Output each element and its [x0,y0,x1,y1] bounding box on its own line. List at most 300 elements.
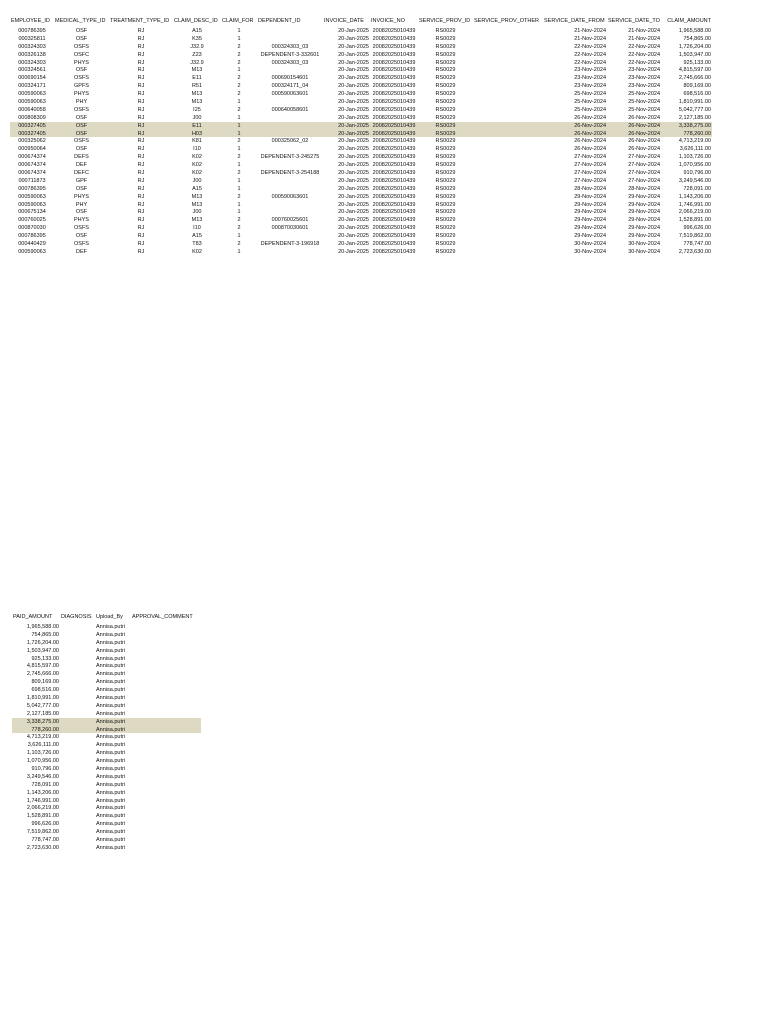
table-cell: RS0029 [435,83,456,90]
table-cell: RS0029 [435,27,456,34]
table-cell: 1,810,991.00 [26,694,59,701]
table-cell: 000786395 [18,185,46,192]
table-cell: 3,338,275.00 [12,718,60,726]
table-cell: 20082025010439 [372,91,416,98]
table-cell [257,161,323,169]
table-cell: DEFS [74,154,89,161]
table-cell: RS0029 [418,122,473,130]
column-header: SERVICE_DATE_TO [608,17,660,24]
table-cell: DEPENDENT-3-196918 [260,240,320,247]
table-cell: RS0029 [435,225,456,232]
table-cell [473,137,543,145]
table-cell [131,781,201,789]
table-cell [60,623,95,631]
table-cell: PHYS [74,91,89,98]
table-cell [131,631,201,639]
table-cell [60,789,95,797]
claims-header-row [10,14,712,27]
table-cell [131,741,201,749]
table-cell: 2 [237,51,241,58]
table-cell [131,678,201,686]
table-cell: 27-Nov-2024 [628,169,660,176]
table-cell: 2 [237,217,241,224]
table-cell: 20-Jan-2025 [338,217,369,224]
table-cell [257,27,323,35]
table-row [10,130,712,138]
table-cell [131,694,201,702]
table-cell: OSFS [74,240,89,247]
table-cell: 000950064 [18,146,46,153]
table-cell: 23-Nov-2024 [574,83,606,90]
table-cell: RS0029 [418,130,473,138]
table-row [10,153,712,161]
table-cell: RJ [137,185,145,192]
table-cell: DEPENDENT-3-332601 [260,51,320,58]
table-cell [60,647,95,655]
table-cell: 2 [237,83,241,90]
table-cell: RS0029 [435,193,456,200]
table-cell: DEFC [74,169,89,176]
table-cell [60,828,95,836]
table-cell: RJ [137,146,145,153]
table-cell: 25-Nov-2024 [574,98,606,105]
table-cell: RJ [137,154,145,161]
table-cell [473,74,543,82]
table-cell: I25 [193,106,201,113]
table-cell [473,208,543,216]
table-cell: RS0029 [435,185,456,192]
table-cell: DEF [76,248,87,255]
table-cell: RJ [137,162,145,169]
table-cell: 27-Nov-2024 [628,162,660,169]
table-cell: 20082025010439 [372,217,416,224]
table-cell: 1,965,588.00 [678,27,711,34]
table-cell: RJ [137,35,145,42]
table-row [12,694,201,702]
table-cell: RS0029 [435,162,456,169]
table-cell: OSF [75,35,88,42]
table-cell: Annisa.putri [96,671,126,678]
table-cell: 1 [237,248,241,255]
table-cell: RJ [137,59,145,66]
table-cell [473,59,543,67]
claims-table [10,14,712,256]
payment-table-body [12,623,201,852]
table-cell: 000711873 [18,177,46,184]
table-cell: Annisa.putri [96,781,126,788]
table-cell: 20082025010439 [372,51,416,58]
table-cell: Annisa.putri [96,750,126,757]
table-cell [60,686,95,694]
table-cell: RJ [137,177,145,184]
table-cell: T83 [192,240,202,247]
table-cell: 20-Jan-2025 [338,193,369,200]
table-cell: 3,626,111.00 [679,146,711,153]
table-cell: 20082025010439 [372,201,416,208]
table-cell [473,66,543,74]
table-cell [131,844,201,852]
table-cell: 1,746,991.00 [678,201,711,208]
table-cell: 000675134 [18,209,46,216]
table-row [12,670,201,678]
table-cell: RS0029 [435,201,456,208]
table-row [10,90,712,98]
table-cell: RS0029 [435,138,456,145]
table-cell: 778,260.00 [661,130,712,138]
table-cell [60,670,95,678]
table-cell: 20082025010439 [372,177,416,184]
table-cell: Annisa.putri [96,647,126,654]
table-cell: Annisa.putri [96,789,126,796]
table-cell [473,27,543,35]
table-cell: 000324561 [18,67,46,74]
table-cell: 23-Nov-2024 [628,75,660,82]
table-cell: Annisa.putri [96,836,126,843]
table-cell: K02 [192,162,202,169]
table-row [10,185,712,193]
table-cell: 26-Nov-2024 [628,146,660,153]
table-row [12,741,201,749]
table-cell [473,145,543,153]
table-cell: 22-Nov-2024 [628,51,660,58]
table-cell [131,765,201,773]
table-cell: 25-Nov-2024 [628,106,660,113]
table-cell [131,718,201,726]
table-cell: 20082025010439 [372,146,416,153]
table-row [12,733,201,741]
table-cell: 29-Nov-2024 [628,209,660,216]
table-row [12,639,201,647]
table-cell: 4,713,219.00 [26,734,59,741]
table-cell: 1,965,588.00 [26,623,59,630]
table-cell: M13 [191,91,203,98]
table-cell [60,655,95,663]
table-cell: Annisa.putri [96,655,126,662]
table-cell: 20-Jan-2025 [338,91,369,98]
column-header: INVOICE_NO [371,17,405,24]
table-cell: 26-Nov-2024 [628,138,660,145]
table-cell [473,201,543,209]
table-cell: OSF [75,27,88,34]
table-cell: 000325062_02 [271,138,309,145]
table-cell: 20-Jan-2025 [338,248,369,255]
table-row [12,804,201,812]
table-cell: E11 [192,75,202,82]
table-cell: 20-Jan-2025 [338,225,369,232]
table-cell: 20082025010439 [372,138,416,145]
table-cell: 000324303_03 [271,43,309,50]
table-cell: 000590063601 [271,91,309,98]
column-header: EMPLOYEE_ID [11,17,50,24]
table-cell: 23-Nov-2024 [574,75,606,82]
table-cell: 1,143,206.00 [26,789,59,796]
table-cell [257,201,323,209]
table-cell [131,686,201,694]
table-cell: 1 [237,201,241,208]
table-cell: GPFS [74,83,89,90]
table-cell: RS0029 [435,209,456,216]
table-cell: 728,091.00 [683,185,711,192]
table-cell [60,639,95,647]
table-cell: 925,133.00 [683,59,711,66]
table-cell: 000326138 [18,51,46,58]
column-header: DIAGNOSIS [61,613,92,620]
table-cell: 30-Nov-2024 [628,240,660,247]
table-cell: OSF [75,233,88,240]
table-row [12,836,201,844]
table-cell: RJ [109,130,173,138]
table-row [10,177,712,185]
table-cell: 20-Jan-2025 [338,67,369,74]
table-cell: 20-Jan-2025 [338,154,369,161]
table-cell [473,130,543,138]
table-row [10,122,712,130]
table-cell [60,757,95,765]
table-row [10,66,712,74]
table-cell: 754,865.00 [683,35,711,42]
table-cell: 2,745,666.00 [26,671,59,678]
table-cell: 2,723,630.00 [678,248,711,255]
table-row [12,812,201,820]
table-cell: 20082025010439 [372,67,416,74]
table-cell [473,82,543,90]
table-cell: 20-Jan-2025 [338,114,369,121]
table-cell: 26-Nov-2024 [607,130,661,138]
table-cell: R51 [191,83,203,90]
table-row [10,224,712,232]
table-cell: RS0029 [435,59,456,66]
table-cell: PHY [75,201,88,208]
table-cell: 29-Nov-2024 [574,193,606,200]
table-cell: 809,169.00 [31,679,59,686]
table-cell: 2,066,219.00 [678,209,711,216]
table-row [10,169,712,177]
column-header: CLAIM_AMOUNT [667,17,711,24]
table-cell: A15 [192,233,202,240]
table-cell: RS0029 [435,114,456,121]
table-cell [60,844,95,852]
table-row [12,757,201,765]
table-cell: 5,042,777.00 [678,106,711,113]
table-cell [473,98,543,106]
table-cell: 2 [237,106,241,113]
table-cell [257,122,323,130]
table-cell [60,812,95,820]
table-cell: RJ [109,122,173,130]
column-header: MEDICAL_TYPE_ID [55,17,106,24]
table-cell: 000324171_04 [271,83,309,90]
table-row [12,710,201,718]
table-cell [257,145,323,153]
table-cell [473,114,543,122]
table-cell: RJ [137,114,145,121]
table-cell: 1,503,947.00 [26,647,59,654]
table-cell [60,662,95,670]
table-cell [257,208,323,216]
table-row [10,161,712,169]
table-cell: 7,519,862.00 [26,829,59,836]
table-cell [473,161,543,169]
table-cell: 2 [237,154,241,161]
table-cell: 22-Nov-2024 [574,59,606,66]
table-cell: 1,103,726.00 [678,154,711,161]
table-cell: OSFS [74,75,89,82]
table-cell: 20082025010439 [372,162,416,169]
table-cell: 000324303_03 [271,59,309,66]
table-cell: 1,103,726.00 [26,750,59,757]
table-cell [60,804,95,812]
table-cell: 20082025010439 [370,130,418,138]
table-cell: Annisa.putri [96,734,126,741]
table-cell: J00 [192,209,202,216]
table-cell: 21-Nov-2024 [628,27,660,34]
table-cell: RS0029 [435,98,456,105]
table-cell: 26-Nov-2024 [543,130,607,138]
table-cell: 20082025010439 [372,240,416,247]
table-cell: 27-Nov-2024 [574,154,606,161]
table-cell: 778,747.00 [683,240,711,247]
table-cell: J00 [192,114,202,121]
table-cell [131,702,201,710]
table-cell: 000674374 [18,162,46,169]
table-row [12,765,201,773]
table-row [12,749,201,757]
table-cell: OSFS [74,225,89,232]
table-cell: 20-Jan-2025 [338,185,369,192]
table-cell: Annisa.putri [96,631,126,638]
table-row [10,98,712,106]
table-cell: 5,042,777.00 [26,702,59,709]
table-cell [60,694,95,702]
column-header: INVOICE_DATE [324,17,364,24]
table-cell [131,789,201,797]
table-cell: DEPENDENT-3-245275 [260,154,320,161]
table-cell [473,193,543,201]
payment-table [12,610,201,852]
table-cell: 1 [237,67,241,74]
table-cell: RJ [137,43,145,50]
table-cell: RJ [137,248,145,255]
table-cell: Annisa.putri [96,687,126,694]
table-cell: 1,726,204.00 [678,43,711,50]
column-header: SERVICE_PROV_OTHER [474,17,540,24]
table-cell: 20082025010439 [372,248,416,255]
table-cell: 1,810,991.00 [678,98,711,105]
table-cell: 20082025010439 [372,98,416,105]
table-cell: 000808309 [18,114,46,121]
table-cell: DEPENDENT-3-254188 [260,169,320,176]
table-cell [60,631,95,639]
table-cell: 000325062 [18,138,46,145]
table-cell: Annisa.putri [96,710,126,717]
table-row [10,232,712,240]
table-cell: 29-Nov-2024 [628,193,660,200]
table-cell: 20-Jan-2025 [338,106,369,113]
table-cell: 20082025010439 [372,225,416,232]
table-cell: 996,626.00 [683,225,711,232]
table-cell [473,90,543,98]
table-cell: 3,249,546.00 [26,773,59,780]
table-cell [131,670,201,678]
table-cell: 20-Jan-2025 [338,169,369,176]
table-cell: 20-Jan-2025 [338,146,369,153]
table-cell: RJ [137,75,145,82]
table-cell: 20-Jan-2025 [338,240,369,247]
table-cell: OSFS [74,138,89,145]
table-cell: DEF [76,162,87,169]
table-cell: 30-Nov-2024 [574,240,606,247]
table-cell: 1,726,204.00 [26,639,59,646]
table-cell [257,35,323,43]
table-cell: 20-Jan-2025 [338,138,369,145]
column-header: DEPENDENT_ID [258,17,301,24]
table-cell: 25-Nov-2024 [574,106,606,113]
table-cell: 1 [237,27,241,34]
table-cell: RS0029 [435,177,456,184]
table-cell: 4,815,597.00 [26,663,59,670]
table-cell: Annisa.putri [96,679,126,686]
table-cell: RJ [137,240,145,247]
table-cell: Annisa.putri [96,821,126,828]
table-row [12,655,201,663]
table-cell: Annisa.putri [96,797,126,804]
table-cell: 000324171 [18,83,46,90]
table-cell: 20082025010439 [372,169,416,176]
table-cell: 20082025010439 [372,185,416,192]
table-cell: OSF [75,185,88,192]
table-cell: RS0029 [435,248,456,255]
table-cell: 1 [237,209,241,216]
table-cell: 000324303 [18,43,46,50]
table-cell: K81 [192,138,202,145]
table-row [10,27,712,35]
table-cell: 4,815,597.00 [678,67,711,74]
table-cell: 27-Nov-2024 [574,162,606,169]
table-row [12,686,201,694]
table-cell [60,820,95,828]
table-cell: 2 [237,75,241,82]
table-cell: 000590063 [18,91,46,98]
table-cell: Annisa.putri [96,623,126,630]
table-cell: 778,260.00 [12,726,60,734]
column-header: CLAIM_FOR [222,17,254,24]
table-cell: 29-Nov-2024 [628,217,660,224]
table-cell: 20082025010439 [372,43,416,50]
table-cell: J00 [192,177,202,184]
table-cell: 22-Nov-2024 [628,43,660,50]
table-cell: M13 [191,193,203,200]
table-cell: 30-Nov-2024 [574,248,606,255]
table-cell: K35 [192,35,202,42]
table-row [10,216,712,224]
table-cell: 000327405 [10,130,54,138]
table-cell: Annisa.putri [96,702,126,709]
table-cell: 698,516.00 [31,687,59,694]
table-cell: OSF [75,209,88,216]
table-cell: 1 [237,177,241,184]
table-cell: 000440429 [18,240,46,247]
table-cell: 22-Nov-2024 [628,59,660,66]
table-cell: 29-Nov-2024 [574,225,606,232]
table-cell [131,726,201,734]
payment-header-row [12,610,201,623]
table-cell: 2,066,219.00 [26,805,59,812]
table-cell: 000590063 [18,248,46,255]
table-cell [60,718,95,726]
table-cell: 25-Nov-2024 [574,91,606,98]
table-cell [60,702,95,710]
table-cell [131,773,201,781]
